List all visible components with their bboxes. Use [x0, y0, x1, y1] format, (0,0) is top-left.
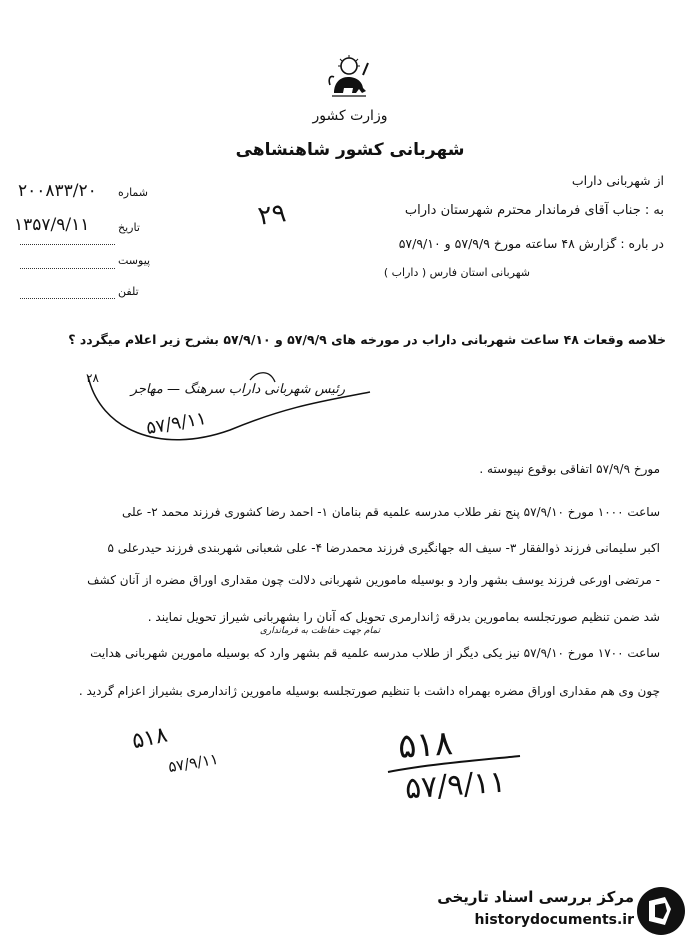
signature-number: ۲۸ — [86, 371, 99, 385]
attachment-label: پیوست — [118, 254, 151, 267]
number-label: شماره — [118, 186, 149, 199]
letter-subject: در باره : گزارش ۴۸ ساعته مورخ ۵۷/۹/۹ و ۵۷/۹/۱۰ — [398, 236, 664, 251]
stamp-date: ۵۷/۹/۱۱ — [403, 764, 507, 807]
letter-cc: شهربانی استان فارس ( داراب ) — [383, 266, 530, 279]
left-sign-number: ۵۱۸ — [129, 722, 170, 755]
body-line-3: - مرتضی اورعی فرزند یوسف بشهر وارد و بوسیله مامورین شهربانی دلالت چون مقداری اوراق مضره از آنان کشف — [87, 573, 660, 587]
watermark-title: مرکز بررسی اسناد تاریخی — [437, 888, 634, 906]
number-value: ۲۰۰۸۳۳/۲۰ — [18, 181, 97, 201]
stamp-number: ۵۱۸ — [396, 723, 455, 767]
left-sign-date: ۵۷/۹/۱۱ — [166, 749, 220, 777]
date-value: ۱۳۵۷/۹/۱۱ — [14, 215, 90, 235]
body-line-2: اکبر سلیمانی فرزند ذوالفقار ۳- سیف اله جهانگیری فرزند محمدرضا ۴- علی شعبانی شهربندی فرزند حیدرعلی ۵ — [107, 541, 660, 555]
phone-label: تلفن — [118, 285, 139, 298]
summary-line: خلاصه وقعات ۴۸ ساعت شهربانی داراب در مورخه های ۵۷/۹/۹ و ۵۷/۹/۱۰ بشرح زیر اعلام میگردد ؟ — [68, 332, 666, 347]
archive-logo-icon — [635, 885, 687, 937]
handwritten-mark-top: ۲۹ — [256, 198, 288, 232]
ministry-title: وزارت کشور — [312, 108, 388, 124]
handwritten-insert-note: تمام جهت حفاظت به فرمانداری — [259, 626, 380, 636]
body-line-1: ساعت ۱۰۰۰ مورخ ۵۷/۹/۱۰ پنج نفر طلاب مدرسه علمیه قم بنامان ۱- احمد رضا کشوری فرزند محمد ۲- علی — [121, 505, 660, 519]
letter-from: از شهربانی داراب — [571, 173, 664, 188]
letter-to: به : جناب آقای فرماندار محترم شهرستان داراب — [404, 203, 664, 218]
body-line-4: شد ضمن تنظیم صورتجلسه بمامورین بدرقه ژاندارمری تحویل که آنان را بشهربانی شیراز تحویل نمایند . — [147, 610, 660, 624]
body-line-6: چون وی هم مقداری اوراق مضره بهمراه داشت با تنظیم صورتجلسه بوسیله مامورین ژاندارمری بشیراز اعزام گردید . — [78, 684, 660, 698]
office-title: شهربانی کشور شاهنشاهی — [235, 140, 465, 160]
body-line-5: ساعت ۱۷۰۰ مورخ ۵۷/۹/۱۰ نیز یکی دیگر از طلاب مدرسه علمیه قم بشهر وارد که بوسیله مامورین شهربانی هدایت — [90, 646, 660, 660]
signature-date: ۵۷/۹/۱۱ — [144, 407, 208, 440]
date-label: تاریخ — [118, 221, 140, 234]
watermark-url: historydocuments.ir — [474, 912, 634, 928]
signature-line: رئیس شهربانی داراب سرهنگ — مهاجر — [130, 382, 345, 397]
body-date1: مورخ ۵۷/۹/۹ اتفاقی بوقوع نپیوسته . — [479, 462, 660, 476]
